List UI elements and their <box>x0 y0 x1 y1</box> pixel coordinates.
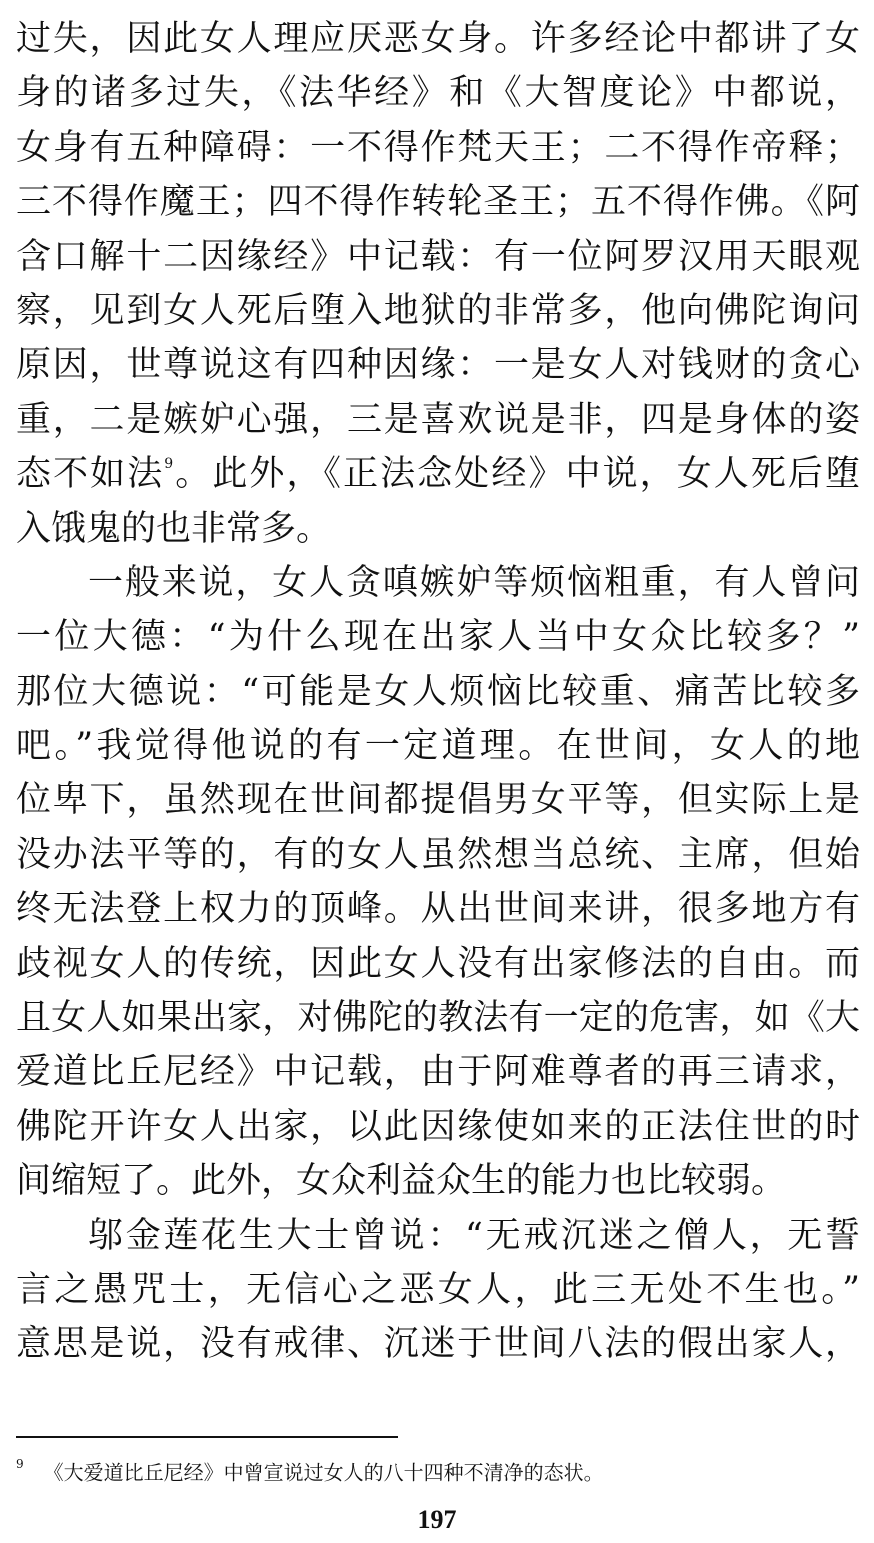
text-line: 言之愚咒士，无信心之恶女人，此三无处不生也。” <box>16 1269 860 1310</box>
text-line: 入饿鬼的也非常多。 <box>16 508 332 549</box>
text-line: 爱道比丘尼经》中记载，由于阿难尊者的再三请求， <box>16 1052 860 1093</box>
text-line: 歧视女人的传统，因此女人没有出家修法的自由。而 <box>16 943 860 984</box>
text-line: 一位大德：“为什么现在出家人当中女众比较多？” <box>16 617 860 658</box>
text-line: 间缩短了。此外，女众利益众生的能力也比较弱。 <box>16 1161 787 1202</box>
text-line: 重，二是嫉妒心强，三是喜欢说是非，四是身体的姿 <box>16 399 860 440</box>
text-line: 吧。”我觉得他说的有一定道理。在世间，女人的地 <box>16 726 860 767</box>
paragraph-first-line: 邬金莲花生大士曾说：“无戒沉迷之僧人，无誓 <box>88 1215 860 1256</box>
footnote-reference[interactable]: 9 <box>164 456 174 473</box>
text-line: 佛陀开许女人出家，以此因缘使如来的正法住世的时 <box>16 1106 860 1147</box>
text-line: 那位大德说：“可能是女人烦恼比较重、痛苦比较多 <box>16 671 860 712</box>
text-segment: 。此外，《正法念处经》中说，女人死后堕 <box>173 454 860 495</box>
text-line: 且女人如果出家，对佛陀的教法有一定的危害，如《大 <box>16 998 860 1039</box>
body-text <box>16 12 860 1372</box>
text-line: 位卑下，虽然现在世间都提倡男女平等，但实际上是 <box>16 780 860 821</box>
text-line: 意思是说，没有戒律、沉迷于世间八法的假出家人， <box>16 1324 860 1365</box>
text-line: 三不得作魔王；四不得作转轮圣王；五不得作佛。《阿 <box>16 182 860 223</box>
footnote <box>16 1454 856 1487</box>
page-number: 197 <box>417 1505 457 1534</box>
text-line: 没办法平等的，有的女人虽然想当总统、主席，但始 <box>16 834 860 875</box>
text-line: 身的诸多过失，《法华经》和《大智度论》中都说， <box>16 73 860 114</box>
footnote-divider <box>16 1436 398 1438</box>
text-line: 含口解十二因缘经》中记载：有一位阿罗汉用天眼观 <box>16 236 860 277</box>
paragraph-first-line: 一般来说，女人贪嗔嫉妒等烦恼粗重，有人曾问 <box>88 562 860 603</box>
footnote-number: 9 <box>16 1457 24 1471</box>
text-line: 终无法登上权力的顶峰。从出世间来讲，很多地方有 <box>16 889 860 930</box>
text-line-with-footnote <box>16 447 860 501</box>
text-line: 女身有五种障碍：一不得作梵天王；二不得作帝释； <box>16 127 860 168</box>
text-line: 原因，世尊说这有四种因缘：一是女人对钱财的贪心 <box>16 345 860 386</box>
text-segment: 态不如法 <box>16 454 165 495</box>
text-line: 察，见到女人死后堕入地狱的非常多，他向佛陀询问 <box>16 290 860 331</box>
footnote-text: 《大爱道比丘尼经》中曾宣说过女人的八十四种不清净的态状。 <box>43 1460 604 1485</box>
text-line: 过失，因此女人理应厌恶女身。许多经论中都讲了女 <box>16 19 860 59</box>
